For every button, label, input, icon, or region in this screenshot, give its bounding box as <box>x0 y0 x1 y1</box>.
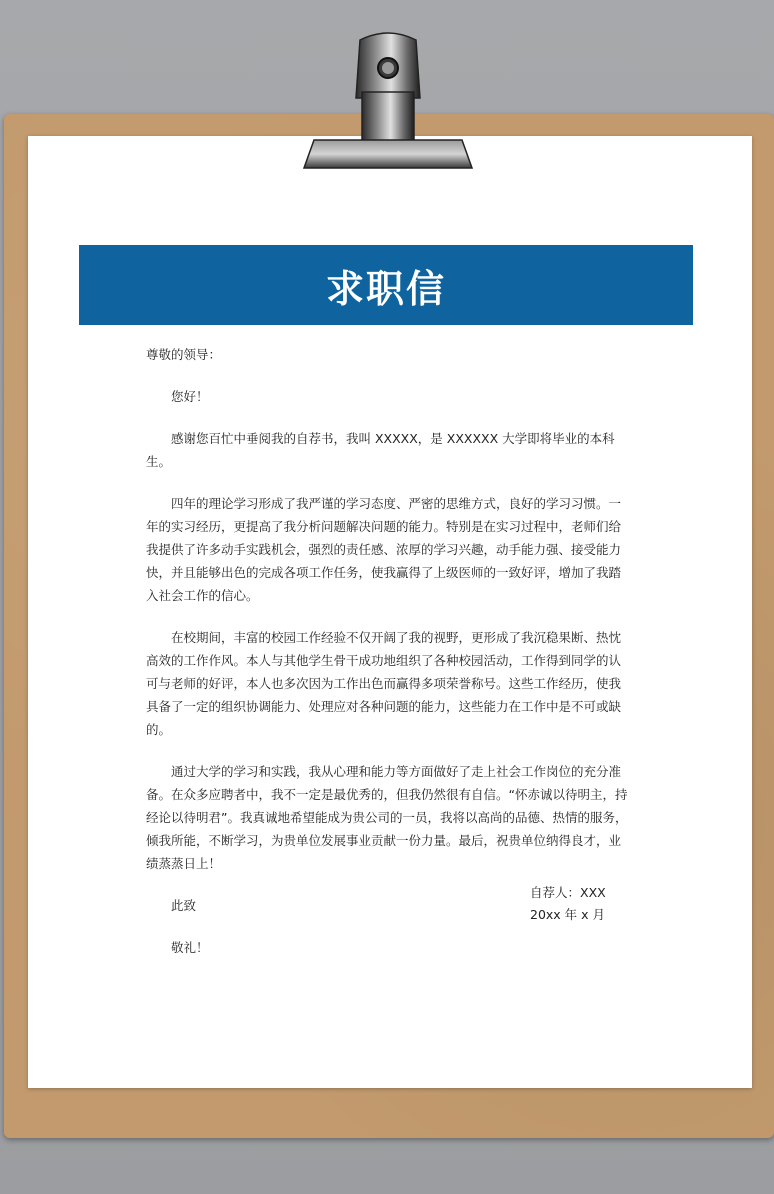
signature: 自荐人：XXX <box>530 885 606 900</box>
signature-block <box>530 882 606 926</box>
paragraph-study: 四年的理论学习形成了我严谨的学习态度、严密的思维方式，良好的学习习惯。一年的实习经历，更提高了我分析问题解决问题的能力。特别是在实习过程中，老师们给我提供了许多动手实践机会，强烈的责任感、浓厚的学习兴趣，动手能力强、接受能力快，并且能够出色的完成各项工作任务，使我赢得了上级医师的一致好评，增加了我踏入社会工作的信心。 <box>146 496 622 603</box>
closing-line-2: 敬礼！ <box>171 940 209 955</box>
greeting: 您好！ <box>171 389 209 404</box>
letter-body <box>146 343 628 959</box>
closing-line-1: 此致 <box>171 898 197 913</box>
salutation: 尊敬的领导： <box>146 347 222 362</box>
paragraph-conclusion: 通过大学的学习和实践，我从心理和能力等方面做好了走上社会工作岗位的充分准备。在众多应聘者中，我不一定是最优秀的，但我仍然很有自信。“怀赤诚以待明主，持经论以待明君”。我真诚地希望能成为贵公司的一员，我将以高尚的品德、热情的服务，倾我所能，不断学习，为贵单位发展事业贡献一份力量。最后，祝贵单位纳得良才，业绩蒸蒸日上！ <box>146 764 628 871</box>
binder-clip-icon <box>300 28 476 178</box>
page-title: 求职信 <box>325 265 446 311</box>
date: 20xx 年 x 月 <box>530 907 606 922</box>
paragraph-campus: 在校期间，丰富的校园工作经验不仅开阔了我的视野，更形成了我沉稳果断、热忱高效的工作作风。本人与其他学生骨干成功地组织了各种校园活动，工作得到同学的认可与老师的好评，本人也多次因为工作出色而赢得多项荣誉称号。这些工作经历，使我具备了一定的组织协调能力、处理应对各种问题的能力，这些能力在工作中是不可或缺的。 <box>146 630 622 737</box>
title-banner <box>79 245 693 325</box>
paragraph-intro: 感谢您百忙中垂阅我的自荐书，我叫 XXXXX，是 XXXXXX 大学即将毕业的本科生。 <box>146 431 615 469</box>
